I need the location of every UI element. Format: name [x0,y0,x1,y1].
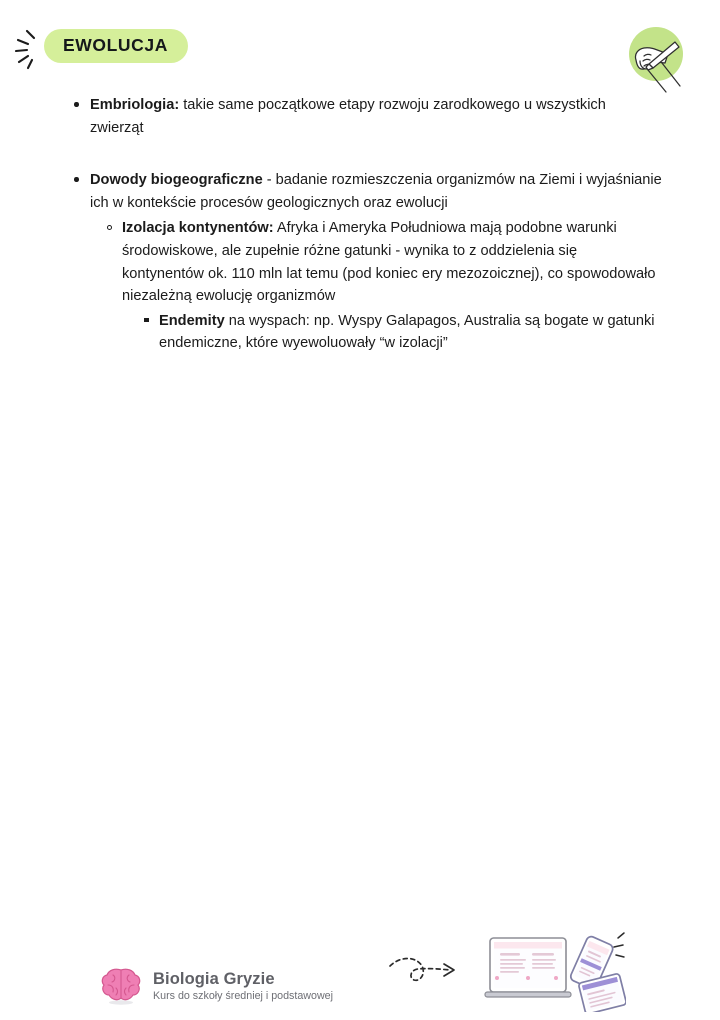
bullet-disc-icon [74,102,79,107]
page-title: EWOLUCJA [63,35,168,56]
page-title-badge [44,29,188,63]
bullet-list-level-3 [122,310,662,355]
list-item-text: na wyspach: np. Wyspy Galapagos, Australia są bogate w gatunki endemiczne, które wyewoluowały “w izolacji” [159,312,655,352]
curly-dashed-arrow-icon [388,950,484,994]
list-item [90,217,662,355]
list-item-lead: Embriologia: [90,97,180,113]
list-spacer [0,143,720,169]
brand-lockup [100,966,333,1006]
brand-name: Biologia Gryzie [153,969,275,988]
hand-holding-pencil-icon [618,20,692,94]
list-item-text: takie same początkowe etapy rozwoju zarodkowego u wszystkich zwierząt [90,97,606,136]
list-item [0,94,720,139]
list-item-lead: Izolacja kontynentów: [122,220,274,237]
brain-logo-icon [100,966,142,1006]
list-item [0,169,720,355]
page-header [0,0,720,100]
list-item-text: Afryka i Ameryka Południowa mają podobne warunki środowiskowe, ale zupełnie różne gatunki - wynika to z oddzielenia się kontynentów ok. 110 mln lat temu (pod koniec ery mezozoicznej), co spowodowało niezależną ewolucję organizmów [122,220,656,305]
bullet-list-level-1 [0,94,720,355]
list-item [122,310,662,355]
bullet-circle-outline-icon [107,225,112,230]
list-item-lead: Dowody biogeograficzne [90,172,263,189]
brand-tagline: Kurs do szkoły średniej i podstawowej [153,989,333,1002]
bullet-disc-icon [74,177,79,182]
list-item-lead: Endemity [159,312,225,329]
brand-text [153,970,333,1003]
page-footer [0,920,720,1020]
sparkle-burst-icon [14,27,48,71]
bullet-square-icon [144,318,149,323]
list-item-text: - badanie rozmieszczenia organizmów na Ziemi i wyjaśnianie ich w kontekście procesów geologicznych oraz ewolucji [90,172,662,211]
bullet-list-level-2 [90,217,662,355]
notes-body [0,94,720,359]
laptop-phone-tablet-icon [484,930,626,1012]
